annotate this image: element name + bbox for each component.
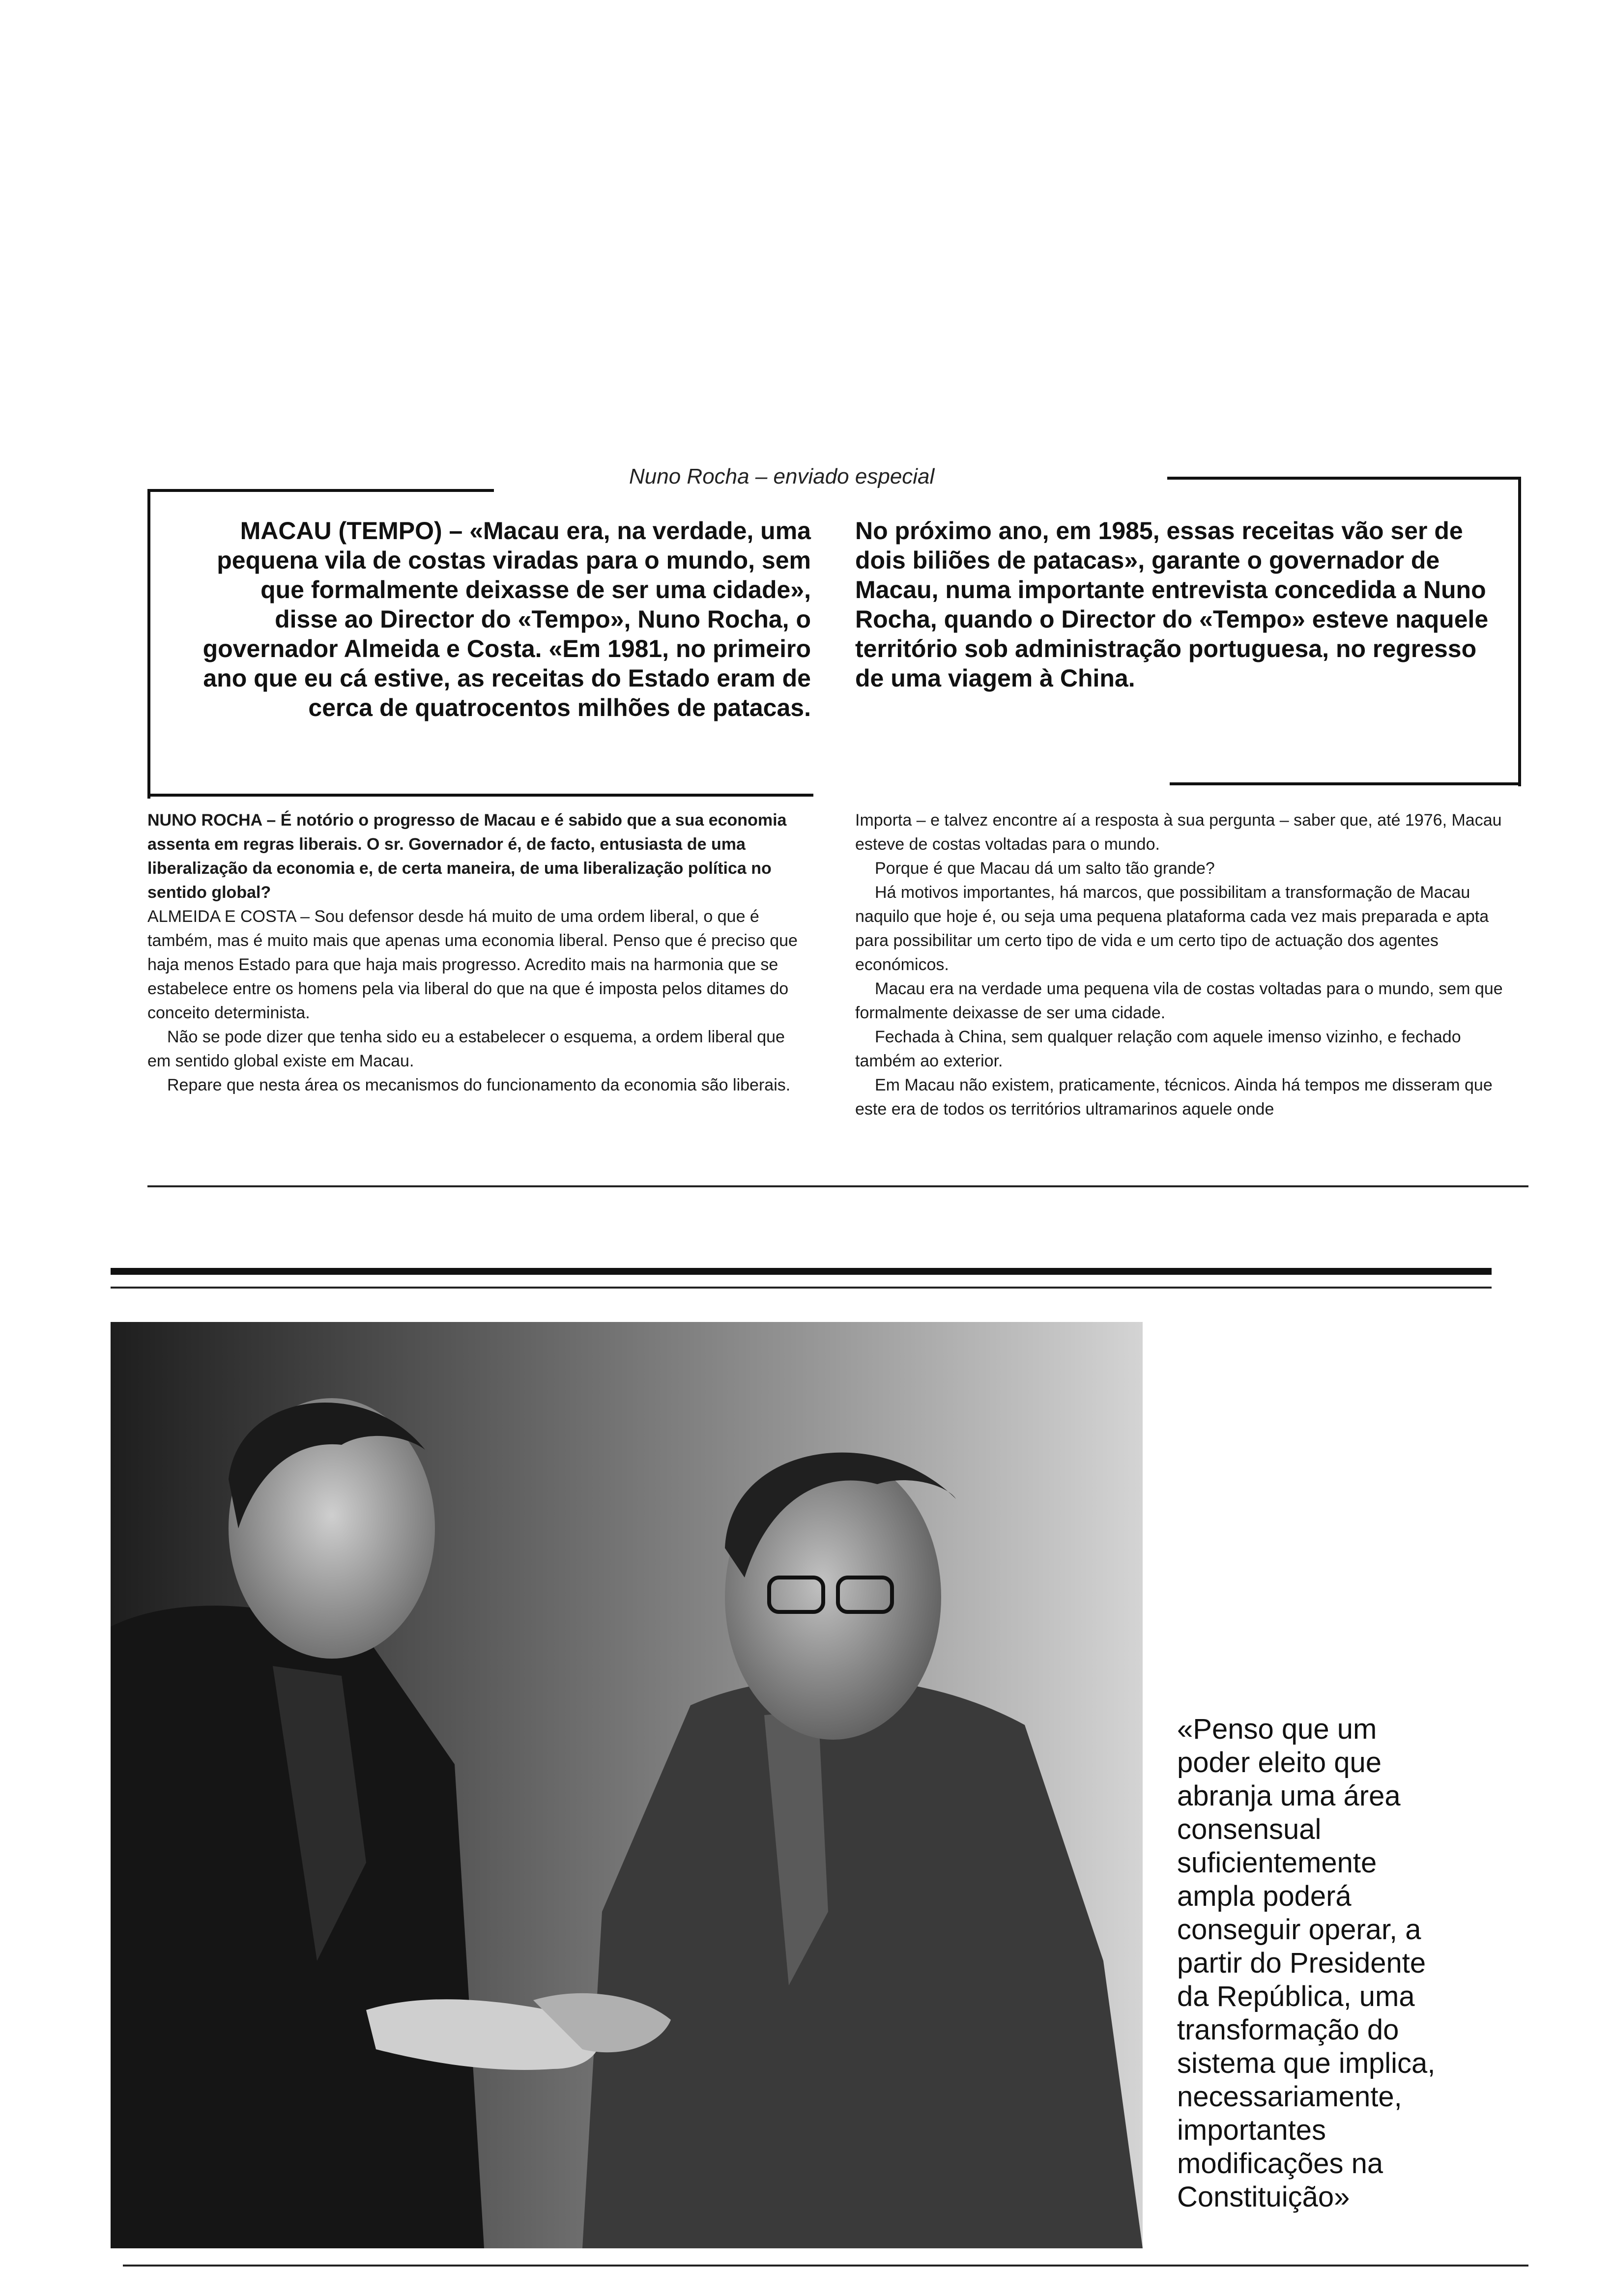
article-paragraph: Repare que nesta área os mecanismos do funcionamento da economia são liberais.	[167, 1076, 791, 1094]
lead-box-top-rule	[147, 489, 494, 492]
pull-quote-line: necessariamente,	[1177, 2081, 1402, 2113]
interview-answer: ALMEIDA E COSTA – Sou defensor desde há muito de uma ordem liberal, o que é também, mas é muito mais que apenas uma economia liberal. Penso que é preciso que haja menos Estado para que haja mais progresso. Acredito mais na harmonia que se estabelece entre os homens pela via liberal do que na que é imposta pelos ditames do conceito determinista.	[147, 907, 798, 1022]
pull-quote-line: partir do Presidente	[1177, 1947, 1426, 1979]
article-paragraph: Importa – e talvez encontre aí a resposta à sua pergunta – saber que, até 1976, Macau esteve de costas voltadas para o mundo.	[855, 811, 1502, 854]
pull-quote-line: da República, uma	[1177, 1980, 1415, 2012]
lead-box-bottom-rule	[147, 794, 813, 797]
article-paragraph: Há motivos importantes, há marcos, que possibilitam a transformação de Macau naquilo que hoje é, ou seja uma pequena plataforma cada vez mais preparada e apta para possibilitar um certo tipo de vida e um certo tipo de actuação dos agentes económicos.	[855, 883, 1489, 974]
news-photo	[111, 1322, 1143, 2248]
article-paragraph: Macau era na verdade uma pequena vila de costas voltadas para o mundo, sem que formalmente deixasse de ser uma cidade.	[855, 979, 1503, 1022]
section-divider-thick	[111, 1268, 1492, 1275]
pull-quote-line: modificações na	[1177, 2148, 1383, 2180]
pull-quote-line: importantes	[1177, 2114, 1326, 2146]
pull-quote-line: sistema que implica,	[1177, 2047, 1436, 2079]
article-paragraph: Em Macau não existem, praticamente, técnicos. Ainda há tempos me disseram que este era de todos os territórios ultramarinos aquele onde	[855, 1076, 1493, 1119]
article-paragraph: Não se pode dizer que tenha sido eu a estabelecer o esquema, a ordem liberal que em sentido global existe em Macau.	[147, 1028, 785, 1070]
pull-quote-line: transformação do	[1177, 2014, 1399, 2046]
section-divider-thin	[111, 1287, 1492, 1289]
pull-quote-line: «Penso que um	[1177, 1713, 1377, 1745]
article-column-right	[855, 808, 1521, 1121]
pull-quote-line: abranja uma área	[1177, 1780, 1401, 1812]
lead-paragraph-left: MACAU (TEMPO) – «Macau era, na verdade, uma pequena vila de costas viradas para o mundo, sem que formalmente deixasse de ser uma cidade», disse ao Director do «Tempo», Nuno Rocha, o governador Almeida e Costa. «Em 1981, no primeiro ano que eu cá estive, as receitas do Estado eram de cerca de quatrocentos milhões de patacas.	[202, 517, 811, 721]
photo-two-men-handshake	[111, 1322, 1143, 2248]
pull-quote-line: suficientemente	[1177, 1847, 1377, 1879]
lead-paragraph-right: No próximo ano, em 1985, essas receitas vão ser de dois biliões de patacas», garante o governador de Macau, numa importante entrevista concedida a Nuno Rocha, quando o Director do «Tempo» esteve naquele território sob administração portuguesa, no regresso de uma viagem à China.	[855, 517, 1489, 692]
column-bottom-rule	[147, 1185, 1528, 1187]
pull-quote-line: conseguir operar, a	[1177, 1914, 1421, 1946]
pull-quote-line: ampla poderá	[1177, 1880, 1352, 1912]
pull-quote-line: poder eleito que	[1177, 1747, 1382, 1779]
pull-quote-line: Constituição»	[1177, 2181, 1350, 2213]
lead-box-top-rule-right	[1167, 477, 1521, 480]
interview-question: NUNO ROCHA – É notório o progresso de Macau e é sabido que a sua economia assenta em regras liberais. O sr. Governador é, de facto, entusiasta de uma liberalização da economia e, de certa maneira, de uma liberalização política no sentido global?	[147, 811, 787, 902]
lead-box-left-rule	[147, 489, 150, 799]
byline: Nuno Rocha – enviado especial	[629, 464, 935, 488]
article-paragraph: Porque é que Macau dá um salto tão grande?	[875, 859, 1215, 878]
article-paragraph: Fechada à China, sem qualquer relação com aquele imenso vizinho, e fechado também ao exterior.	[855, 1028, 1461, 1070]
lead-box-right-rule	[1518, 477, 1521, 786]
pull-quote	[1177, 1713, 1521, 2214]
pull-quote-line: consensual	[1177, 1813, 1322, 1845]
lead-box-bottom-rule-right	[1170, 782, 1521, 785]
page-bottom-rule	[123, 2265, 1528, 2267]
article-column-left	[147, 808, 808, 1097]
